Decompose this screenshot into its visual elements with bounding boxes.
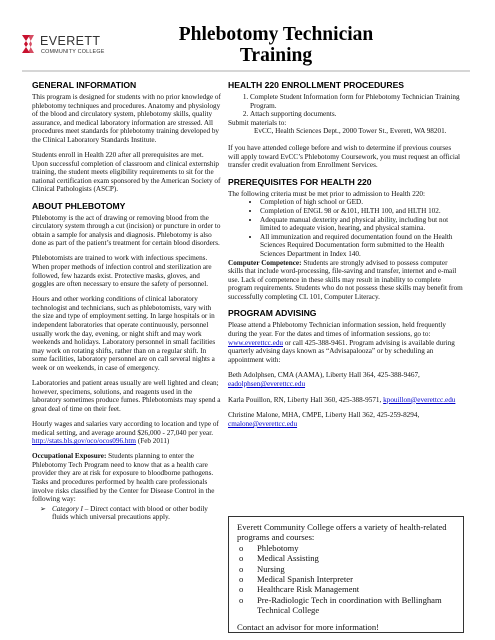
- prerequisites-list: [260, 198, 464, 258]
- contact-adolphsen: [228, 371, 464, 388]
- transfer-paragraph: If you have attended college before and wish to determine if previous courses will apply toward EvCC’s Phlebotomy Coursework, you must request an official transfer credit evaluation from Enrollment Services.: [228, 143, 461, 170]
- bullet-icon: o: [239, 574, 244, 585]
- list-item: o Medical Assisting: [239, 553, 319, 564]
- advising-paragraph: [228, 321, 464, 364]
- category-1-text: – Direct contact with blood or other bodily fluids which universal precautions apply.: [52, 504, 208, 522]
- bullet-icon: o: [239, 542, 244, 553]
- list-item: o Nursing: [239, 563, 285, 574]
- wages-link[interactable]: http://stats.bls.gov/oco/ocos096.htm: [32, 437, 137, 446]
- advising-text-pre: Please attend a Phlebotomy Technician information session, held frequently during the year. For the dates and times of information sessions, go to:: [228, 321, 446, 339]
- advising-link[interactable]: www.everettcc.edu: [228, 338, 284, 347]
- list-item: 2. Attach supporting documents.: [250, 110, 464, 119]
- list-item: 1. Complete Student Information form for Phlebotomy Technician Training Program.: [250, 93, 464, 110]
- bullet-icon: o: [239, 553, 244, 564]
- contact-text: Beth Adolphsen, CMA (AAMA), Liberty Hall 364, 425-388-9467,: [228, 371, 420, 380]
- contact-email-link[interactable]: eadolphsen@everettcc.edu: [228, 380, 306, 389]
- prerequisites-heading: PREREQUISITES FOR HEALTH 220: [228, 176, 372, 187]
- prerequisites-intro: The following criteria must be met prior to admission to Health 220:: [228, 189, 426, 198]
- list-item: o Healthcare Risk Management: [239, 584, 360, 595]
- about-paragraph-4: Laboratories and patient areas usually are well lighted and clean; however, specimens, solutions, and reagents used in the laboratory sometimes produce fumes. Phlebotomists may spend a great deal of time on their feet.: [32, 379, 221, 413]
- computer-competence-label: Computer Competence:: [228, 258, 302, 267]
- about-paragraph-3: Hours and other working conditions of clinical laboratory technologist and technicians, such as phlebotomists, vary with the size and type of employment setting. In large hospitals or in independent laboratories that operate continuously, personnel usually work the day, evening, or night shift and may work weekends and holidays. Laboratory personnel in small facilities may work on rotating shifts, rather than on a regular shift. In some facilities, laboratory personnel are on call several nights a week or on weekends, in case of emergency.: [32, 295, 216, 373]
- enrollment-heading: HEALTH 220 ENROLLMENT PROCEDURES: [228, 80, 405, 90]
- list-item: • All immunization and required documentation found on the Health Sciences Required Documentation form submitted to the Health Sciences Department in Index 140.: [260, 233, 464, 259]
- wages-text: Hourly wages and salaries vary according to location and type of medical setting, and average around $26,000 - 27,040 per year.: [32, 420, 219, 437]
- programs-box: [228, 516, 464, 633]
- about-paragraph-1: Phlebotomy is the act of drawing or removing blood from the circulatory system through a cut (incision) or puncture in order to obtain a sample for analysis and diagnosis. Phlebotomy is also done as part of the patient’s treatment for certain blood disorders.: [32, 213, 221, 248]
- submit-label: Submit materials to:: [228, 118, 287, 127]
- left-column: [32, 78, 221, 522]
- college-logo-name: EVERETT: [40, 34, 101, 48]
- submit-address: EvCC, Health Sciences Dept., 2000 Tower St., Everett, WA 98201.: [254, 127, 447, 136]
- general-info-heading: GENERAL INFORMATION: [32, 80, 137, 90]
- computer-competence-paragraph: [228, 259, 464, 302]
- occupational-exposure-label: Occupational Exposure:: [32, 452, 107, 461]
- right-column: [228, 78, 464, 435]
- header-divider: [22, 70, 470, 72]
- contact-email-link[interactable]: kpouillon@everettcc.edu: [383, 395, 456, 404]
- advising-text-post: or call 425-388-9461. Program advising is available during quarterly advising days known as “Advisapalooza” or by scheduling an appointment with:: [228, 338, 455, 364]
- list-item: • Completion of high school or GED.: [260, 198, 464, 207]
- bullet-icon: o: [239, 594, 244, 605]
- category-1-label: Category I: [52, 504, 83, 513]
- about-paragraph-2: Phlebotomists are trained to work with infectious specimens. When proper methods of infection control and sterilization are followed, few hazards exist. Protective masks, gloves, and goggles are often necessary to ensure the safety of personnel.: [32, 254, 212, 289]
- contact-text: Karla Pouillon, RN, Liberty Hall 360, 425-388-9571,: [228, 395, 384, 404]
- list-item: o Pre-Radiologic Tech in coordination with Bellingham Technical College: [239, 594, 442, 616]
- page-title-line2: Training: [239, 45, 313, 66]
- college-logo-icon: [18, 32, 40, 58]
- list-item: • Adequate manual dexterity and physical ability, including but not limited to adequate vision, hearing, and physical stamina.: [260, 216, 464, 233]
- bullet-icon: o: [239, 563, 244, 574]
- programs-list: [237, 543, 455, 616]
- list-item: • Completion of ENGL 98 or &101, HLTH 100, and HLTH 102.: [260, 207, 464, 216]
- enrollment-steps: [250, 93, 464, 119]
- list-item: o Phlebotomy: [239, 542, 299, 553]
- general-info-paragraph-1: This program is designed for students with no prior knowledge of phlebotomy techniques and procedures. Anatomy and physiology of the blood and circulatory system, phlebotomy skills, quality assurance, and medical laboratory information are stressed. All procedures meet standards for phlebotomy training developed by the Clinical Laboratory Standards Institute.: [32, 93, 221, 144]
- contact-email-link[interactable]: cmalone@everettcc.edu: [228, 419, 298, 428]
- page-title-line1: Phlebotomy Technician: [178, 24, 374, 45]
- contact-malone: [228, 411, 464, 428]
- about-heading: ABOUT PHLEBOTOMY: [32, 200, 126, 211]
- contact-text: Christine Malone, MHA, CMPE, Liberty Hall 362, 425-259-8294,: [228, 411, 420, 420]
- contact-pouillon: [228, 396, 464, 405]
- college-logo: [18, 32, 130, 62]
- college-logo-subtitle: COMMUNITY COLLEGE: [41, 49, 105, 55]
- bullet-icon: o: [239, 584, 244, 595]
- programs-footer: Contact an advisor for more information!: [237, 621, 379, 632]
- list-item: o Medical Spanish Interpreter: [239, 574, 353, 585]
- occupational-exposure-paragraph: [32, 452, 221, 504]
- computer-competence-text: Students are strongly advised to possess computer skills that include word-processing, file-saving and transfer, internet and e-mail use. Lack of competence in these skills may result in inability to complete program requirements. Students who do not possess these skills may benefit from successfully completing CL 101, Computer Literacy.: [228, 258, 463, 301]
- page-title: [136, 24, 416, 66]
- exposure-category-list: [40, 505, 221, 522]
- wages-paragraph: [32, 420, 221, 446]
- list-item: [40, 505, 221, 522]
- wages-date: (Feb 2011): [137, 437, 170, 446]
- occupational-exposure-text: Students planning to enter the Phlebotomy Tech Program need to know that as a health care provider they are at risk for exposure to bloodborne pathogens. Tasks and procedures performed by health care professionals involve risks classified by the Center for Disease Control in the following way:: [32, 452, 215, 504]
- programs-intro: Everett Community College offers a variety of health-related programs and courses:: [237, 522, 447, 543]
- general-info-paragraph-2: Students enroll in Health 220 after all prerequisites are met. Upon successful completion of classroom and clinical externship training, the student meets eligibility requirements to sit for the national certification exam sponsored by the American Society of Clinical Pathologists (ASCP).: [32, 151, 221, 194]
- advising-heading: PROGRAM ADVISING: [228, 308, 317, 319]
- checkmark-icon: ➢: [40, 504, 47, 513]
